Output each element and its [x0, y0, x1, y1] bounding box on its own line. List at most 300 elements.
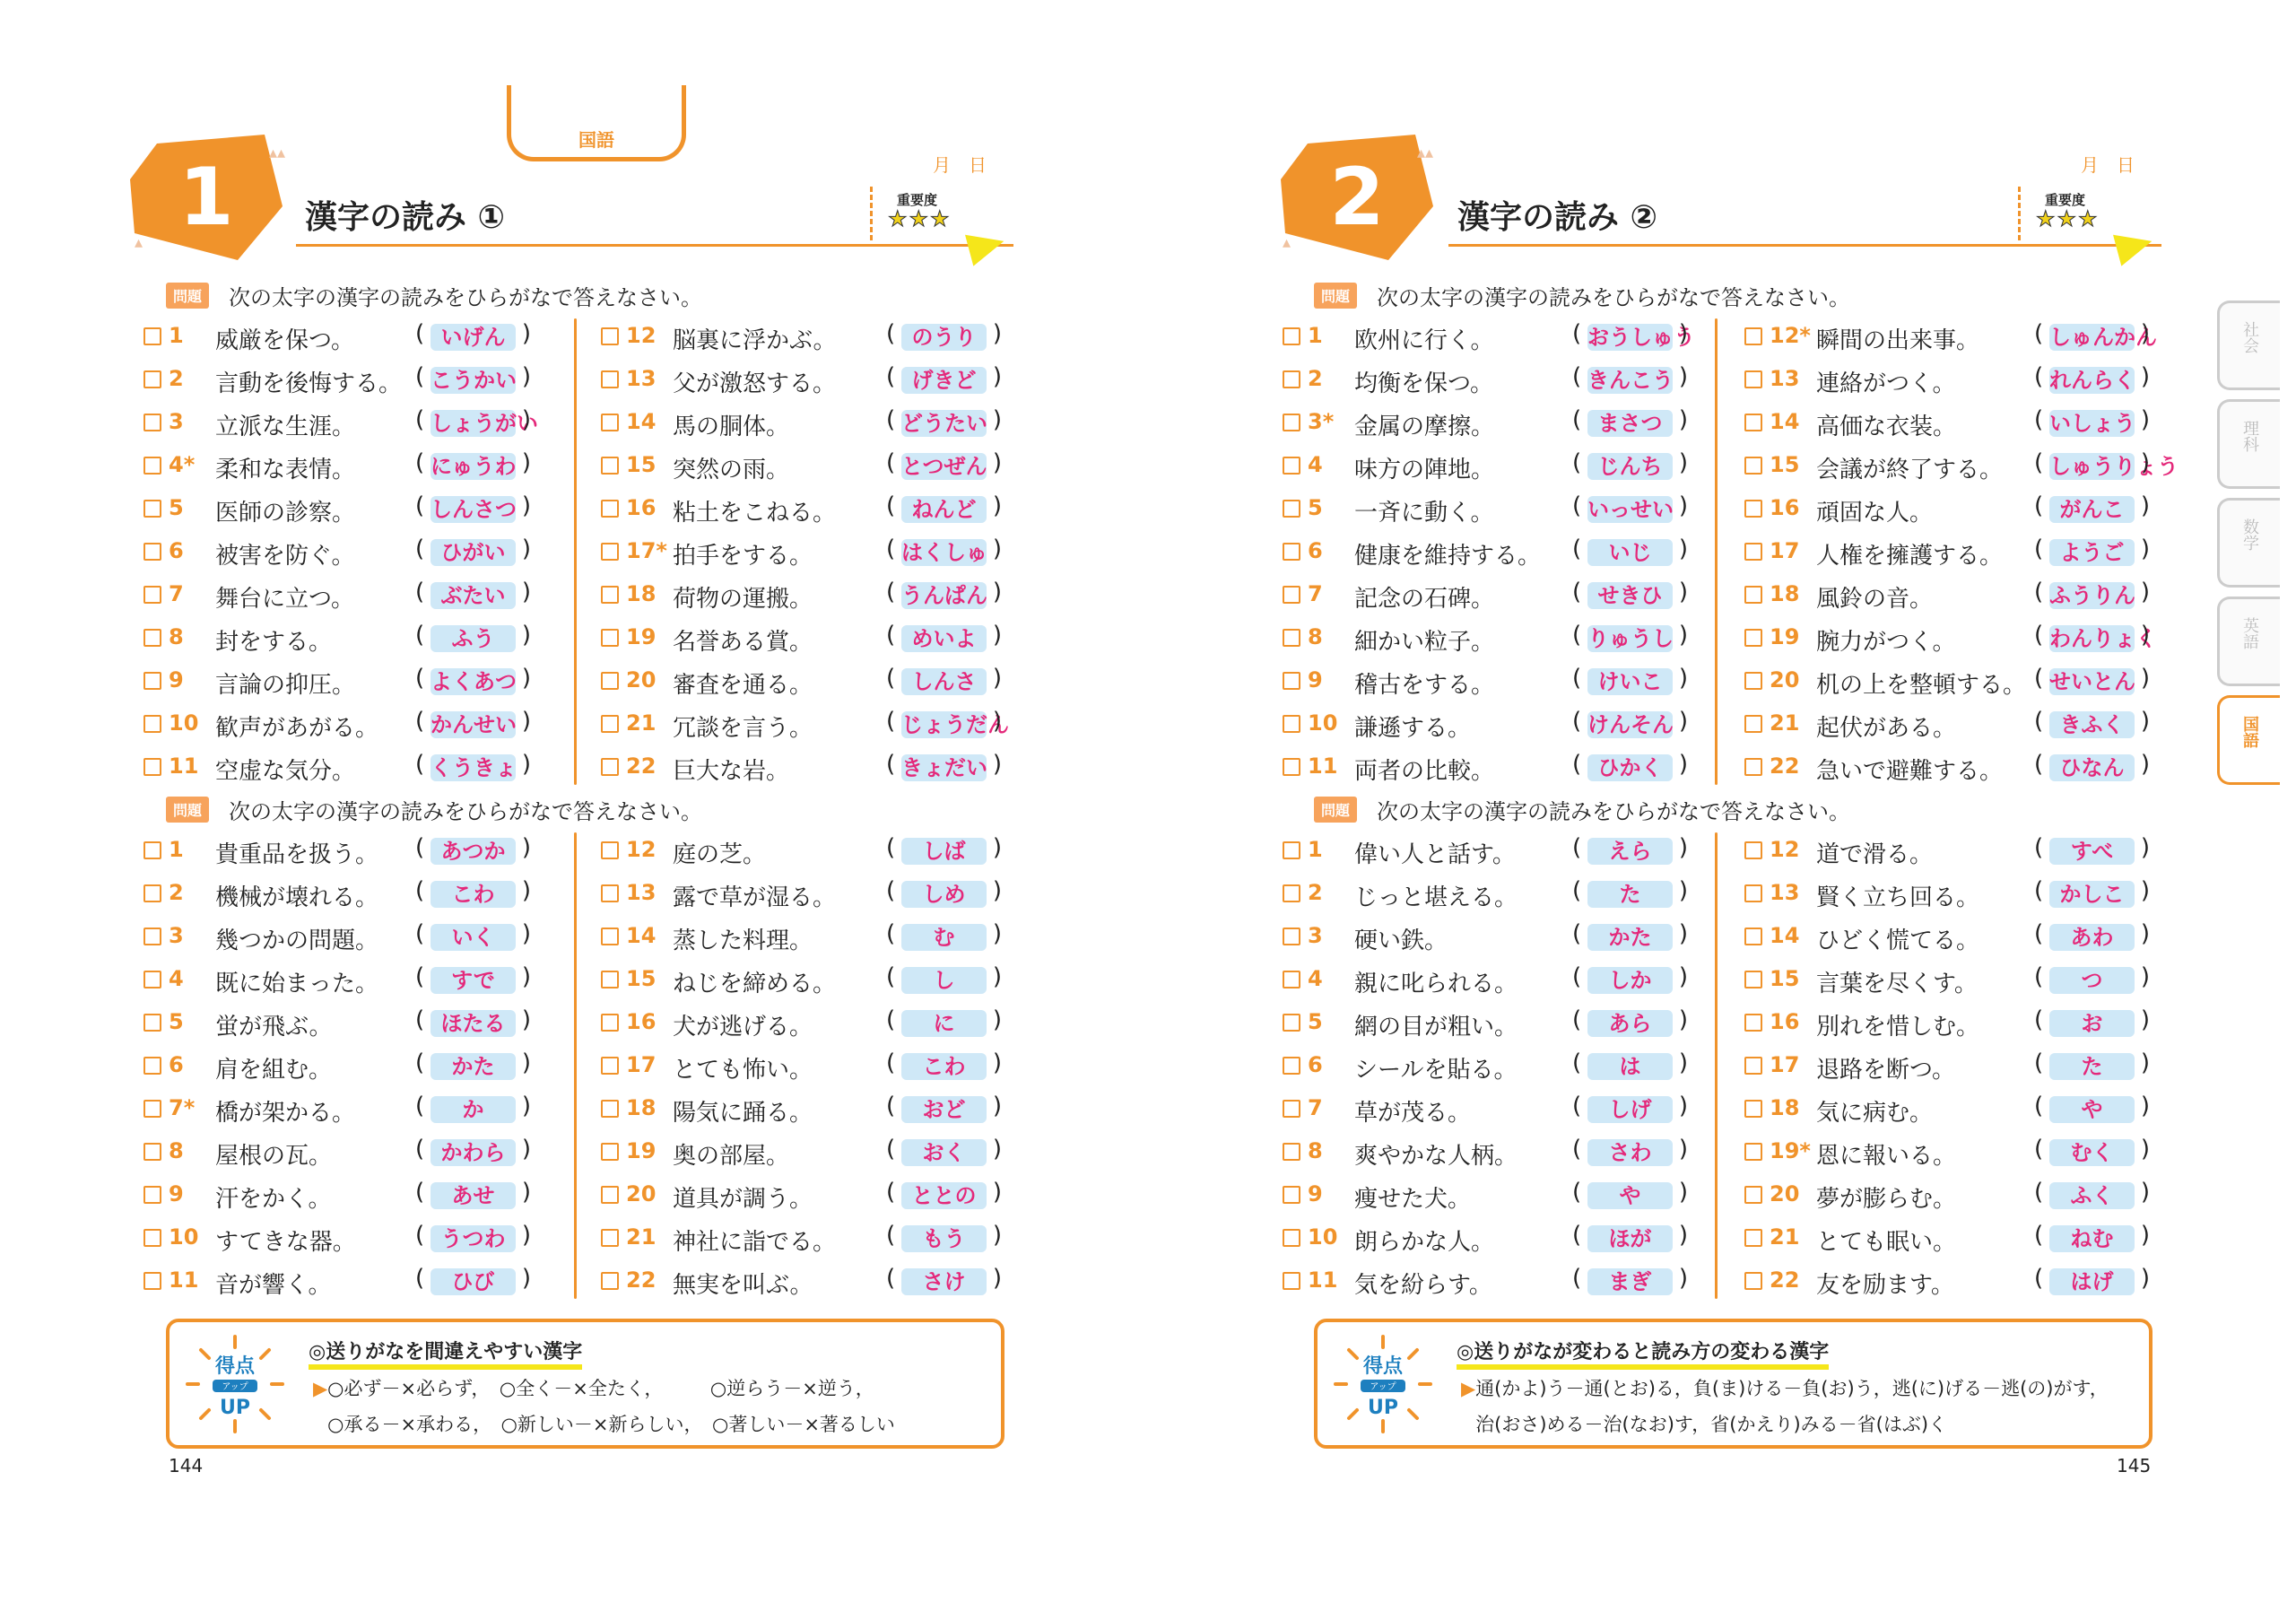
question-number: 22 — [626, 753, 657, 779]
question-number: 21 — [626, 1224, 657, 1250]
answer-text: ( お — [2049, 1010, 2135, 1037]
question-number: 12 — [626, 837, 657, 862]
answer-text: ( げきど — [901, 367, 987, 394]
checkbox[interactable] — [1744, 500, 1762, 518]
question-text: 硬い鉄。 — [1354, 928, 1448, 954]
checkbox[interactable] — [144, 586, 161, 604]
question-text: 連絡がつく。 — [1816, 370, 1956, 397]
question-number: 19 — [626, 1138, 657, 1163]
answer-box — [888, 963, 1000, 997]
question-instruction: 次の太字の漢字の読みをひらがなで答えなさい。 — [1377, 285, 1850, 310]
question-text: 謙遜する。 — [1354, 715, 1472, 742]
question-text: 神社に詣でる。 — [673, 1229, 837, 1256]
score-line — [313, 1374, 874, 1401]
question-number: 3 — [169, 409, 184, 434]
question-row — [601, 1045, 1004, 1088]
question-row — [1744, 1217, 2157, 1260]
question-number: 7 — [169, 581, 184, 606]
checkbox[interactable] — [144, 884, 161, 902]
question-text: 蛍が飛ぶ。 — [215, 1014, 333, 1041]
checkbox[interactable] — [144, 500, 161, 518]
question-instruction: 次の太字の漢字の読みをひらがなで答えなさい。 — [1377, 799, 1850, 824]
side-tab-label: 社会 — [2240, 321, 2259, 353]
question-number: 10 — [1308, 1224, 1338, 1250]
question-row — [1744, 1088, 2157, 1131]
checkbox[interactable] — [1744, 586, 1762, 604]
checkbox[interactable] — [1283, 1186, 1300, 1204]
question-text: 犬が逃げる。 — [673, 1014, 813, 1041]
question-row — [1744, 1131, 2157, 1174]
answer-box — [1574, 877, 1686, 911]
score-badge-bottom: UP — [220, 1397, 250, 1419]
answer-text: ( しゅんかん — [2049, 325, 2157, 350]
question-text: 無実を叫ぶ。 — [673, 1272, 813, 1299]
checkbox[interactable] — [1744, 1100, 1762, 1118]
question-number: 20 — [1770, 1181, 1800, 1206]
answer-box — [2036, 406, 2148, 440]
answer-text: ( こわ — [430, 881, 516, 908]
question-number: 9 — [169, 667, 184, 692]
question-row — [144, 1174, 547, 1217]
checkbox[interactable] — [144, 1272, 161, 1290]
question-text: 細かい粒子。 — [1354, 629, 1495, 656]
question-row — [144, 359, 547, 402]
checkbox[interactable] — [144, 758, 161, 776]
checkbox[interactable] — [144, 1100, 161, 1118]
question-text: 汗をかく。 — [215, 1186, 332, 1213]
question-text: 拍手をする。 — [673, 543, 813, 570]
checkbox[interactable] — [1283, 758, 1300, 776]
checkbox[interactable] — [144, 1186, 161, 1204]
answer-box — [888, 708, 1009, 742]
question-number: 16 — [1770, 495, 1800, 520]
answer-box — [2036, 1265, 2148, 1299]
question-number: 18 — [1770, 1095, 1800, 1120]
score-line — [313, 1410, 895, 1437]
answer-box — [2036, 579, 2148, 613]
answer-text: ( しんさつ — [430, 497, 517, 522]
checkbox[interactable] — [1283, 715, 1300, 733]
checkbox[interactable] — [1744, 414, 1762, 431]
answer-box — [417, 579, 529, 613]
checkbox[interactable] — [1283, 841, 1300, 859]
question-text: 金属の摩擦。 — [1354, 414, 1495, 440]
question-text: 網の目が粗い。 — [1354, 1014, 1518, 1041]
checkbox[interactable] — [601, 928, 619, 945]
checkbox[interactable] — [601, 543, 619, 561]
question-text: 陽気に踊る。 — [673, 1100, 813, 1127]
checkbox[interactable] — [1283, 327, 1300, 345]
answer-box — [2036, 963, 2148, 997]
answer-text: ( うつわ — [430, 1225, 516, 1252]
checkbox[interactable] — [144, 672, 161, 690]
question-number: 1 — [1308, 323, 1323, 348]
answer-text: ( いく — [430, 924, 516, 951]
checkbox[interactable] — [1283, 543, 1300, 561]
question-text: 高価な衣装。 — [1816, 414, 1957, 440]
question-number: 5 — [1308, 1009, 1323, 1034]
question-text: 歓声があがる。 — [215, 715, 379, 742]
answer-box — [888, 406, 1000, 440]
checkbox[interactable] — [1744, 841, 1762, 859]
question-column — [601, 316, 1009, 789]
answer-text: ( きふく — [2049, 711, 2135, 738]
question-number: 5 — [1308, 495, 1323, 520]
checkbox[interactable] — [601, 500, 619, 518]
checkbox[interactable] — [601, 884, 619, 902]
question-number: 2 — [1308, 366, 1323, 391]
checkbox[interactable] — [1283, 586, 1300, 604]
score-badge-top: 得点 — [1362, 1355, 1404, 1378]
checkbox[interactable] — [144, 971, 161, 989]
checkbox[interactable] — [1283, 971, 1300, 989]
checkbox[interactable] — [144, 629, 161, 647]
answer-box — [417, 1006, 529, 1041]
checkbox[interactable] — [1283, 1272, 1300, 1290]
checkbox[interactable] — [1744, 1229, 1762, 1247]
question-number: 22 — [626, 1267, 657, 1293]
checkbox[interactable] — [1744, 370, 1762, 388]
answer-text: ( おど — [901, 1096, 987, 1123]
question-number: 2 — [169, 366, 184, 391]
checkbox[interactable] — [1283, 1057, 1300, 1075]
question-number: 8 — [1308, 624, 1323, 649]
answer-text: ( しめ — [901, 881, 987, 908]
question-row — [1283, 746, 1686, 789]
question-text: 記念の石碑。 — [1354, 586, 1495, 613]
checkbox[interactable] — [144, 1229, 161, 1247]
checkbox[interactable] — [601, 327, 619, 345]
answer-box — [1574, 1179, 1686, 1213]
score-badge-bottom: UP — [1368, 1397, 1398, 1419]
checkbox[interactable] — [601, 1272, 619, 1290]
question-row — [601, 746, 1004, 789]
answer-text: ( めいよ — [901, 625, 987, 652]
checkbox[interactable] — [1283, 414, 1300, 431]
question-text: 言論の抑圧。 — [215, 672, 356, 699]
question-number: 17 — [1770, 538, 1800, 563]
checkbox[interactable] — [601, 1057, 619, 1075]
page-title: 漢字の読み ② — [1457, 199, 1658, 236]
answer-text: ( いげん — [430, 324, 516, 351]
question-text: 冗談を言う。 — [673, 715, 813, 742]
checkbox[interactable] — [1283, 1100, 1300, 1118]
checkbox[interactable] — [1283, 672, 1300, 690]
question-text: 健康を維持する。 — [1354, 543, 1542, 570]
question-number: 17 — [1770, 1052, 1800, 1077]
checkbox[interactable] — [601, 971, 619, 989]
answer-text: ( れんらく — [2049, 368, 2135, 393]
checkbox[interactable] — [144, 841, 161, 859]
checkbox[interactable] — [144, 1014, 161, 1032]
answer-box — [888, 751, 1000, 785]
checkbox[interactable] — [1744, 1057, 1762, 1075]
checkbox[interactable] — [144, 543, 161, 561]
answer-box — [1574, 920, 1686, 954]
answer-text: ( つ — [2049, 967, 2135, 994]
answer-text: ( ねむ — [2049, 1225, 2135, 1252]
checkbox[interactable] — [601, 1143, 619, 1161]
question-text: 味方の陣地。 — [1354, 457, 1495, 483]
title-separator — [2018, 187, 2021, 240]
checkbox[interactable] — [1744, 543, 1762, 561]
side-tab-math[interactable] — [2217, 498, 2280, 588]
title-separator — [870, 187, 873, 240]
question-number: 20 — [626, 1181, 657, 1206]
checkbox[interactable] — [1283, 884, 1300, 902]
score-up-icon — [186, 1335, 284, 1433]
answer-box — [2036, 834, 2148, 868]
answer-text: ( りゅうし — [1587, 626, 1674, 651]
question-text: 両者の比較。 — [1354, 758, 1495, 785]
checkbox[interactable] — [1744, 1186, 1762, 1204]
question-text: 突然の雨。 — [673, 457, 790, 483]
checkbox[interactable] — [1283, 1143, 1300, 1161]
score-line — [1461, 1374, 2109, 1401]
page-title: 漢字の読み ① — [305, 199, 506, 236]
answer-box — [888, 1265, 1000, 1299]
score-line — [1461, 1410, 1947, 1437]
checkbox[interactable] — [1744, 1143, 1762, 1161]
checkbox[interactable] — [601, 1100, 619, 1118]
question-row — [1744, 617, 2157, 660]
question-column — [1744, 830, 2157, 1303]
question-column — [144, 316, 547, 789]
answer-box — [2036, 363, 2148, 397]
answer-text: ( かんせい — [430, 712, 517, 737]
checkbox[interactable] — [1283, 928, 1300, 945]
checkbox[interactable] — [601, 1229, 619, 1247]
question-text: 退路を断つ。 — [1816, 1057, 1955, 1084]
question-number: 19* — [1770, 1138, 1811, 1163]
answer-text: ( えら — [1587, 838, 1673, 865]
answer-text: ( はくしゅ — [901, 540, 987, 565]
date-label: 月 日 — [2081, 154, 2135, 176]
question-text: 言動を後悔する。 — [215, 370, 403, 397]
checkbox[interactable] — [1744, 457, 1762, 475]
side-tab-science[interactable] — [2217, 399, 2280, 489]
checkbox[interactable] — [1744, 884, 1762, 902]
checkbox[interactable] — [1744, 971, 1762, 989]
answer-text: ( ふう — [430, 625, 516, 652]
question-row — [601, 830, 1004, 873]
answer-text: ( や — [1587, 1182, 1673, 1209]
answer-box — [417, 920, 529, 954]
checkbox[interactable] — [144, 414, 161, 431]
question-row — [1283, 916, 1686, 959]
answer-text: ( か — [430, 1096, 516, 1123]
checkbox[interactable] — [1283, 1229, 1300, 1247]
checkbox[interactable] — [1744, 928, 1762, 945]
checkbox[interactable] — [1283, 370, 1300, 388]
checkbox[interactable] — [1744, 327, 1762, 345]
question-text: 橋が架かる。 — [215, 1100, 356, 1127]
checkbox[interactable] — [601, 715, 619, 733]
checkbox[interactable] — [1744, 629, 1762, 647]
checkbox[interactable] — [1744, 672, 1762, 690]
question-row — [1744, 660, 2157, 703]
answer-box — [888, 920, 1000, 954]
decoration-triangle-icon: ▴ — [1283, 233, 1292, 252]
question-row — [601, 359, 1004, 402]
question-row — [601, 617, 1004, 660]
question-number: 15 — [626, 966, 657, 991]
answer-text: ( どうたい — [901, 411, 987, 436]
score-badge-top: 得点 — [214, 1355, 256, 1378]
question-text: 気を紛らす。 — [1354, 1272, 1492, 1299]
question-text: じっと堪える。 — [1354, 884, 1518, 911]
question-label: 問題 — [166, 797, 209, 823]
question-row — [1283, 1217, 1686, 1260]
question-text: 空虚な気分。 — [215, 758, 356, 785]
answer-text: ( いしょう — [2049, 411, 2135, 436]
question-row — [601, 660, 1004, 703]
checkbox[interactable] — [1744, 758, 1762, 776]
checkbox[interactable] — [144, 327, 161, 345]
question-number: 15 — [1770, 966, 1800, 991]
checkbox[interactable] — [601, 1014, 619, 1032]
checkbox[interactable] — [1283, 1014, 1300, 1032]
question-number: 12 — [1770, 837, 1800, 862]
checkbox[interactable] — [601, 414, 619, 431]
question-row — [601, 445, 1004, 488]
answer-box — [888, 1222, 1000, 1256]
question-text: 機械が壊れる。 — [215, 884, 379, 911]
question-number: 3 — [169, 923, 184, 948]
checkbox[interactable] — [601, 672, 619, 690]
decoration-triangle-icon: ▴▴ — [269, 144, 286, 162]
answer-box — [888, 363, 1000, 397]
question-row — [1283, 959, 1686, 1002]
checkbox[interactable] — [601, 586, 619, 604]
checkbox[interactable] — [1283, 500, 1300, 518]
answer-box — [888, 579, 1000, 613]
question-row — [1283, 1088, 1686, 1131]
question-row — [1744, 1260, 2157, 1303]
answer-box — [1574, 1050, 1686, 1084]
question-number: 21 — [1770, 1224, 1800, 1250]
question-text: 医師の診察。 — [215, 500, 356, 527]
question-row — [144, 746, 547, 789]
question-instruction: 次の太字の漢字の読みをひらがなで答えなさい。 — [229, 799, 702, 824]
side-tab-english[interactable] — [2217, 597, 2280, 686]
answer-box — [417, 449, 529, 483]
answer-text: ( にゅうわ — [430, 454, 517, 479]
side-tab-label: 数学 — [2240, 518, 2259, 551]
question-number: 11 — [169, 1267, 199, 1293]
answer-box — [417, 406, 538, 440]
unit-number: 2 — [1329, 151, 1385, 243]
question-row — [144, 1131, 547, 1174]
score-line-text: 治(おさ)める－治(なお)す，省(かえり)みる－省(はぶ)く — [1475, 1414, 1948, 1435]
answer-box — [888, 1179, 1000, 1213]
answer-box — [1574, 363, 1686, 397]
question-number: 14 — [1770, 923, 1800, 948]
checkbox[interactable] — [144, 457, 161, 475]
checkbox[interactable] — [601, 1186, 619, 1204]
question-row — [601, 1174, 1004, 1217]
answer-text: ( あせ — [430, 1182, 516, 1209]
question-row — [601, 916, 1004, 959]
answer-text: ( ふうりん — [2049, 583, 2135, 608]
checkbox[interactable] — [1744, 1014, 1762, 1032]
question-row — [144, 1088, 547, 1131]
question-number: 17 — [626, 1052, 657, 1077]
subject-tab[interactable] — [507, 85, 686, 161]
question-text: 人権を擁護する。 — [1816, 543, 2004, 570]
answer-box — [417, 751, 529, 785]
question-number: 15 — [1770, 452, 1800, 477]
score-up-box — [166, 1319, 1004, 1449]
checkbox[interactable] — [144, 1143, 161, 1161]
checkbox[interactable] — [601, 629, 619, 647]
answer-text: ( まさつ — [1587, 410, 1673, 437]
question-number: 21 — [626, 710, 657, 736]
checkbox[interactable] — [1744, 715, 1762, 733]
answer-box — [2036, 1006, 2148, 1041]
answer-text: ( ねんど — [901, 496, 987, 523]
question-text: とても怖い。 — [673, 1057, 813, 1084]
answer-box — [417, 320, 529, 354]
answer-text: ( いじ — [1587, 539, 1673, 566]
importance-label: 重要度 — [897, 192, 938, 208]
question-number: 9 — [169, 1181, 184, 1206]
answer-text: ( し — [901, 967, 987, 994]
question-number: 13 — [626, 880, 657, 905]
question-row — [1283, 359, 1686, 402]
question-row — [144, 531, 547, 574]
checkbox[interactable] — [601, 841, 619, 859]
question-text: 威厳を保つ。 — [215, 327, 354, 354]
answer-box — [2036, 320, 2157, 354]
question-number: 14 — [1770, 409, 1800, 434]
checkbox[interactable] — [144, 1057, 161, 1075]
answer-text: ( おく — [901, 1139, 987, 1166]
answer-text: ( のうり — [901, 324, 987, 351]
checkbox[interactable] — [601, 457, 619, 475]
question-row — [1744, 1045, 2157, 1088]
answer-text: ( がんこ — [2049, 496, 2135, 523]
question-row — [144, 703, 547, 746]
checkbox[interactable] — [1283, 629, 1300, 647]
question-number: 20 — [1770, 667, 1800, 692]
question-text: 粘土をこねる。 — [673, 500, 837, 527]
answer-box — [888, 1050, 1000, 1084]
checkbox[interactable] — [1283, 457, 1300, 475]
question-row — [1744, 703, 2157, 746]
checkbox[interactable] — [1744, 1272, 1762, 1290]
question-row — [144, 1260, 547, 1303]
checkbox[interactable] — [144, 715, 161, 733]
question-row — [1283, 1131, 1686, 1174]
question-number: 11 — [1308, 753, 1338, 779]
question-text: ひどく慌てる。 — [1816, 928, 1980, 954]
question-text: 別れを惜しむ。 — [1816, 1014, 1980, 1041]
side-tab-social[interactable] — [2217, 300, 2280, 390]
side-tab-japanese[interactable] — [2217, 695, 2280, 785]
question-number: 18 — [626, 581, 657, 606]
answer-box — [1574, 622, 1686, 656]
question-text: 舞台に立つ。 — [215, 586, 354, 613]
checkbox[interactable] — [144, 370, 161, 388]
checkbox[interactable] — [144, 928, 161, 945]
checkbox[interactable] — [601, 758, 619, 776]
question-number: 8 — [169, 1138, 184, 1163]
checkbox[interactable] — [601, 370, 619, 388]
decoration-triangle-icon: ▴▴ — [1417, 144, 1434, 162]
answer-text: ( た — [1587, 881, 1673, 908]
question-text: 気に病む。 — [1816, 1100, 1934, 1127]
